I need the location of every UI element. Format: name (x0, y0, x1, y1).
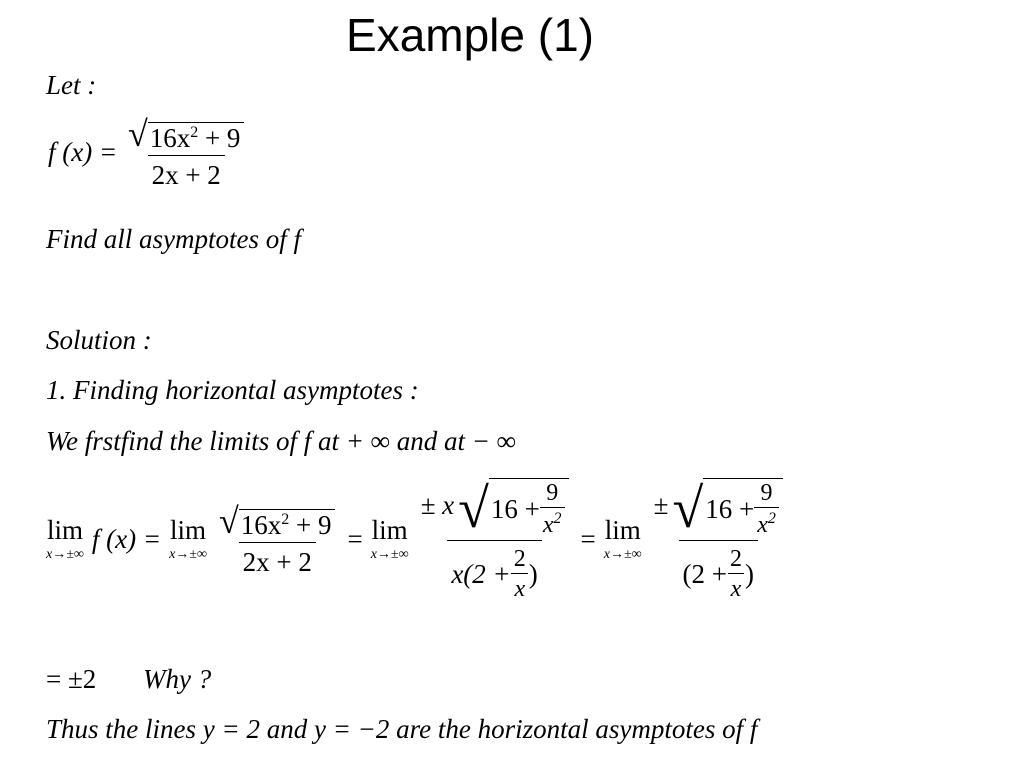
limit-fraction-1: √ $16x^2 + 9$ 2x + 2 (215, 503, 340, 576)
result-line (46, 666, 211, 693)
function-fraction (124, 116, 249, 189)
limit-1: lim x→±∞ (46, 515, 84, 562)
limit-4: lim x→±∞ (603, 515, 642, 562)
conclusion-text: Thus the lines y = 2 and y = −2 are the horizontal asymptotes of f (46, 714, 758, 744)
step1-label: 1. Finding horizontal asymptotes : (46, 375, 419, 405)
limit-fraction-2: ± x √ 16 + $\frac{9}{x^2}$ x(2 + $\frac{2}{x}$ ) (417, 478, 573, 601)
limits-text: We frstfind the limits of f at + ∞ and at − ∞ (46, 426, 516, 456)
result-value: = ±2 (46, 664, 97, 694)
radicand-term: 16x (149, 123, 191, 153)
equals-2: = (580, 524, 596, 554)
let-label: Let : (46, 70, 97, 100)
function-denominator: 2x + 2 (148, 155, 225, 189)
exponent: 2 (190, 124, 199, 141)
limit-computation (46, 478, 787, 601)
radicand-rest: + 9 (198, 123, 241, 153)
solution-label: Solution : (46, 325, 152, 355)
sqrt-expression: √ $16x^2 + 9$ (128, 116, 245, 152)
limit-f: f (x) = (91, 524, 162, 554)
equals-1: = (347, 524, 363, 554)
limit-3: lim x→±∞ (370, 515, 409, 562)
limit-fraction-3: ± √ 16 + $\frac{9}{x^2}$ (2 + $\frac{2}{x}$ ) (650, 478, 787, 601)
function-definition (48, 116, 248, 189)
function-lhs: f (x) = (48, 137, 118, 167)
why-label: Why ? (143, 664, 212, 694)
page-title: Example (1) (346, 9, 594, 61)
limit-2: lim x→±∞ (169, 515, 207, 562)
find-text: Find all asymptotes of f (46, 224, 301, 254)
